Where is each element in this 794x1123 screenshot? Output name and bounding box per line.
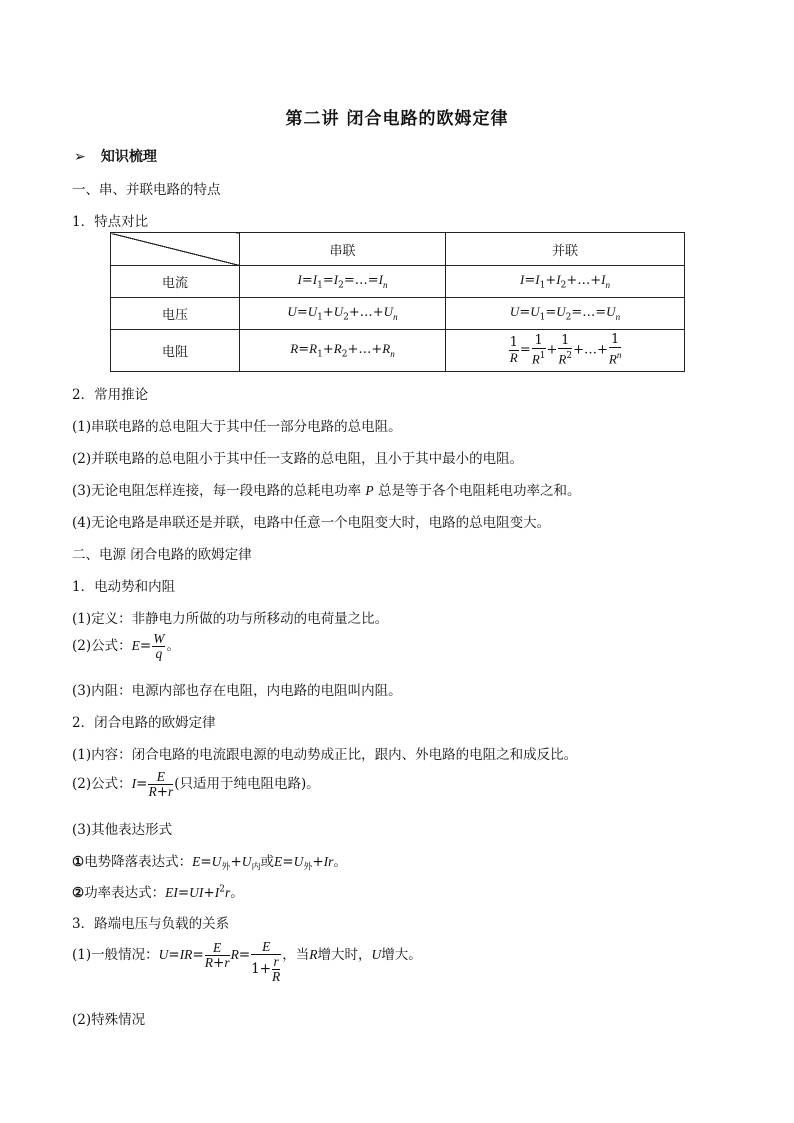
part1-heading: 一、串、并联电路的特点 [72,182,221,198]
row-label-resistance: 电阻 [111,330,240,372]
formula-current-series: $I=I_1=I_2=\dots=I_n$ [240,266,446,298]
form-voltage-drop: ①电势降落表达式：$E=U_外+U_内$或$E=U_外+Ir$。 [72,854,347,873]
table-header-series: 串联 [240,233,446,266]
part2-sub2: 2．闭合电路的欧姆定律 [72,715,216,731]
formula-voltage-parallel: $U=U_1=U_2=\dots=U_n$ [446,298,685,330]
emf-formula: (2)公式：E= $\frac{W}{q}$ 。 [72,631,180,661]
part2-sub1: 1．电动势和内阻 [72,579,176,595]
arrow-bullet-icon: ➢ [74,149,86,165]
formula-current-parallel: $I=I_1+I_2+\dots+I_n$ [446,266,685,298]
table-header-parallel: 并联 [446,233,685,266]
ohm-law-content: (1)内容：闭合电路的电流跟电源的电动势成正比，跟内、外电路的电阻之和成反比。 [72,747,578,763]
circled-2-icon: ② [72,885,85,901]
form-power: ②功率表达式：$EI=UI+I^2r$。 [72,884,244,901]
internal-resistance: (3)内阻：电源内部也存在电阻，内电路的电阻叫内阻。 [72,683,402,699]
page-title: 第二讲 闭合电路的欧姆定律 [285,109,509,129]
formula-resistance-parallel: $\frac{1}{R}$ = $\frac{1}{R^1}$ + $\frac{1}{R^2}$ +…+ $\frac{1}{R^n}$ [446,330,685,372]
part1-sub2: 2．常用推论 [72,387,149,403]
part2-sub3: 3．路端电压与负载的关系 [72,916,230,932]
inference-3: (3)无论电阻怎样连接，每一段电路的总耗电功率 P 总是等于各个电阻耗电功率之和。 [72,483,581,499]
table-row [111,298,685,330]
formula-voltage-series: $U=U_1+U_2+\dots+U_n$ [240,298,446,330]
comparison-table [110,232,685,372]
row-label-voltage: 电压 [111,298,240,330]
terminal-voltage-formula: (1)一般情况：U=IR= $\frac{E}{R+r}$ R= E 1+ $\frac{r}{R}$ ，当R增大时，U增大。 [72,939,422,984]
row-label-current: 电流 [111,266,240,298]
section-heading [74,146,157,166]
part2-heading: 二、电源 闭合电路的欧姆定律 [72,547,252,563]
emf-definition: (1)定义：非静电力所做的功与所移动的电荷量之比。 [72,611,389,627]
table-corner-cell [111,233,240,266]
special-case: (2)特殊情况 [72,1012,146,1028]
part1-sub1: 1．特点对比 [72,214,149,230]
circled-1-icon: ① [72,854,85,870]
ohm-law-formula: (2)公式：I= $\frac{E}{R+r}$ (只适用于纯电阻电路)。 [72,769,320,800]
inference-2: (2)并联电路的总电阻小于其中任一支路的总电阻，且小于其中最小的电阻。 [72,451,524,467]
other-forms: (3)其他表达形式 [72,822,173,838]
inference-4: (4)无论电路是串联还是并联，电路中任意一个电阻变大时，电路的总电阻变大。 [72,515,551,531]
table-row [111,330,685,372]
table-row [111,266,685,298]
formula-resistance-series: $R=R_1+R_2+\dots+R_n$ [240,330,446,372]
inference-1: (1)串联电路的总电阻大于其中任一部分电路的总电阻。 [72,419,402,435]
section-label: 知识梳理 [100,149,157,165]
